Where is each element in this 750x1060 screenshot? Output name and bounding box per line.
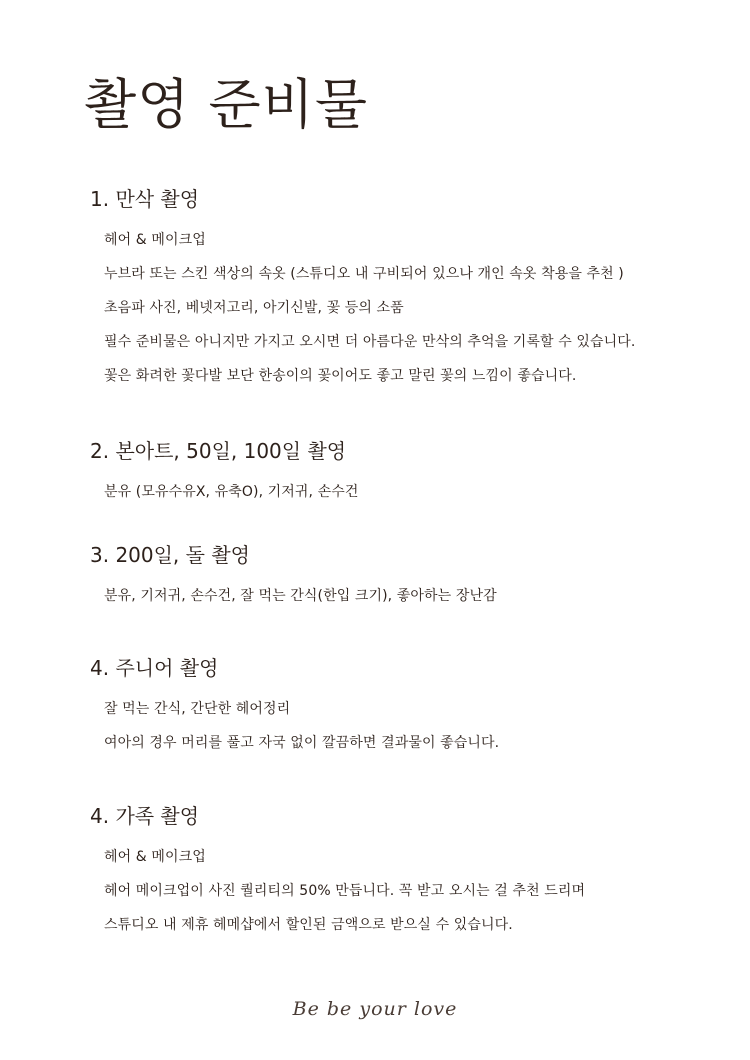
list-item: 잘 먹는 간식, 간단한 헤어정리: [104, 701, 291, 717]
list-item: 헤어 & 메이크업: [104, 849, 206, 865]
signature-logo: Be be your love: [292, 998, 458, 1020]
list-item: 필수 준비물은 아니지만 가지고 오시면 더 아름다운 만삭의 추억을 기록할 수 있습니다.: [104, 334, 636, 350]
section-heading: 3. 200일, 돌 촬영: [90, 543, 250, 567]
list-item: 분유 (모유수유X, 유축O), 기저귀, 손수건: [104, 484, 359, 500]
page-title: 촬영 준비물: [84, 73, 368, 136]
section-maternity: [90, 186, 710, 386]
section-heading: 1. 만삭 촬영: [90, 187, 200, 211]
section-family: [90, 803, 710, 935]
section-heading: 2. 본아트, 50일, 100일 촬영: [90, 439, 347, 463]
list-item: 분유, 기저귀, 손수건, 잘 먹는 간식(한입 크기), 좋아하는 장난감: [104, 588, 497, 604]
section-junior: [90, 655, 710, 753]
list-item: 꽃은 화려한 꽃다발 보단 한송이의 꽃이어도 좋고 말린 꽃의 느낌이 좋습니다.: [104, 368, 577, 384]
item-list: [90, 482, 710, 502]
section-newborn: [90, 438, 710, 502]
section-heading: 4. 주니어 촬영: [90, 656, 219, 680]
section-first-birthday: [90, 542, 710, 606]
section-heading: 4. 가족 촬영: [90, 804, 200, 828]
item-list: [90, 699, 710, 753]
item-list: [90, 586, 710, 606]
list-item: 누브라 또는 스킨 색상의 속옷 (스튜디오 내 구비되어 있으나 개인 속옷 착용을 추천 ): [104, 266, 624, 282]
list-item: 헤어 메이크업이 사진 퀄리티의 50% 만듭니다. 꼭 받고 오시는 걸 추천 드리며: [104, 883, 586, 899]
list-item: 초음파 사진, 베넷저고리, 아기신발, 꽃 등의 소품: [104, 300, 404, 316]
list-item: 헤어 & 메이크업: [104, 232, 206, 248]
list-item: 스튜디오 내 제휴 헤메샵에서 할인된 금액으로 받으실 수 있습니다.: [104, 917, 513, 933]
item-list: [90, 230, 710, 386]
item-list: [90, 847, 710, 935]
list-item: 여아의 경우 머리를 풀고 자국 없이 깔끔하면 결과물이 좋습니다.: [104, 735, 500, 751]
